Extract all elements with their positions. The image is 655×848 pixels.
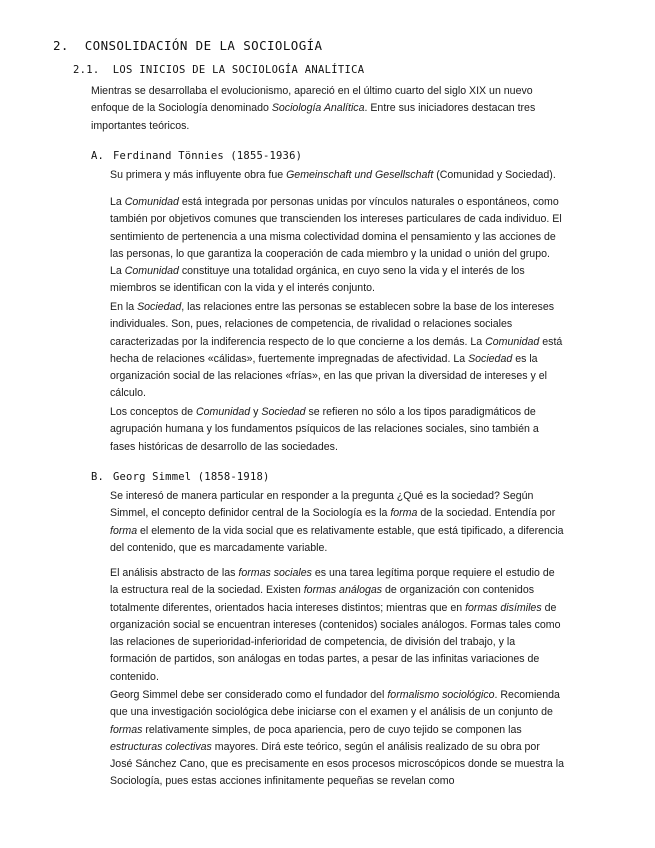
simmel-paragraph-1: Se interesó de manera particular en responder a la pregunta ¿Qué es la sociedad? Según Simmel, el concepto definidor central de la Sociología es la forma de la sociedad. Entendía por forma el elemento de la vida social que es relativamente estable, que está tipificado, a diferencia del contenido, que es marcadamente variable. bbox=[110, 490, 564, 554]
subsection-heading bbox=[73, 64, 364, 76]
tonnies-paragraph-2: La Comunidad está integrada por personas unidas por vínculos naturales o espontáneos, como también por objetivos comunes que transcienden los intereses particulares de cada individuo. El sentimiento de pertenencia a una misma colectividad domina el pensamiento y las acciones de las personas, lo que garantiza la cooperación de cada miembro y la unidad o unión del grupo. La Comunidad constituye una totalidad orgánica, en cuyo seno la vida y el interés de los miembros se identifican con la vida y el interés conjunto. bbox=[110, 196, 562, 295]
tonnies-paragraph-1: Su primera y más influyente obra fue Gemeinschaft und Gesellschaft (Comunidad y Sociedad). bbox=[110, 169, 556, 181]
tonnies-title: Ferdinand Tönnies (1855-1936) bbox=[113, 150, 303, 162]
subsection-number: 2.1. bbox=[73, 64, 100, 76]
tonnies-heading bbox=[91, 150, 302, 162]
simmel-paragraph-3: Georg Simmel debe ser considerado como el fundador del formalismo sociológico. Recomienda que una investigación sociológica debe iniciarse con el examen y el análisis de un conjunto de formas relativamente simples, de poca apariencia, pero de cuyo tejido se componen las estructuras colectivas mayores. Dirá este teórico, según el análisis realizado de su obra por José Sánchez Cano, que es precisamente en esos procesos microscópicos donde se muestra la Sociología, pues estas acciones infinitamente pequeñas se revelan como bbox=[110, 689, 565, 788]
intro-paragraph: Mientras se desarrollaba el evolucionismo, apareció en el último cuarto del siglo XIX un nuevo enfoque de la Sociología denominado Sociología Analítica. Entre sus iniciadores destacan tres importantes teóricos. bbox=[91, 85, 536, 132]
section-heading bbox=[53, 38, 323, 53]
tonnies-paragraph-3: En la Sociedad, las relaciones entre las personas se establecen sobre la base de los intereses individuales. Son, pues, relaciones de competencia, de rivalidad o relaciones sociales caracterizadas por la indiferencia respecto de lo que concierne a los demás. La Comunidad está hecha de relaciones «cálidas», fuertemente impregnadas de afectividad. La Sociedad es la organización social de las relaciones «frías», en las que privan la diversidad de intereses y el cálculo. bbox=[110, 301, 563, 400]
simmel-title: Georg Simmel (1858-1918) bbox=[113, 471, 270, 483]
section-title: CONSOLIDACIÓN DE LA SOCIOLOGÍA bbox=[84, 38, 323, 53]
simmel-paragraph-2: El análisis abstracto de las formas sociales es una tarea legítima porque requiere el estudio de la estructura real de la sociedad. Existen formas análogas de organización con contenidos totalmente diferentes, orientados hacia intereses distintos; mientras que en formas disímiles de organización social se encuentran intereses (contenidos) sociales análogos. Formas tales como las relaciones de superioridad-inferioridad de competencia, de división del trabajo, y la formación de partidos, son análogas en todas partes, a pesar de las infinitas variaciones de contenido. bbox=[110, 567, 561, 683]
simmel-heading bbox=[91, 471, 270, 483]
tonnies-paragraph-4: Los conceptos de Comunidad y Sociedad se refieren no sólo a los tipos paradigmáticos de agrupación humana y los fundamentos psíquicos de las relaciones sociales, sino también a fases históricas de desarrollo de las sociedades. bbox=[110, 406, 539, 453]
simmel-label: B. bbox=[91, 471, 105, 483]
tonnies-label: A. bbox=[91, 150, 105, 162]
subsection-title: LOS INICIOS DE LA SOCIOLOGÍA ANALÍTICA bbox=[112, 64, 365, 76]
section-number: 2. bbox=[53, 38, 69, 53]
